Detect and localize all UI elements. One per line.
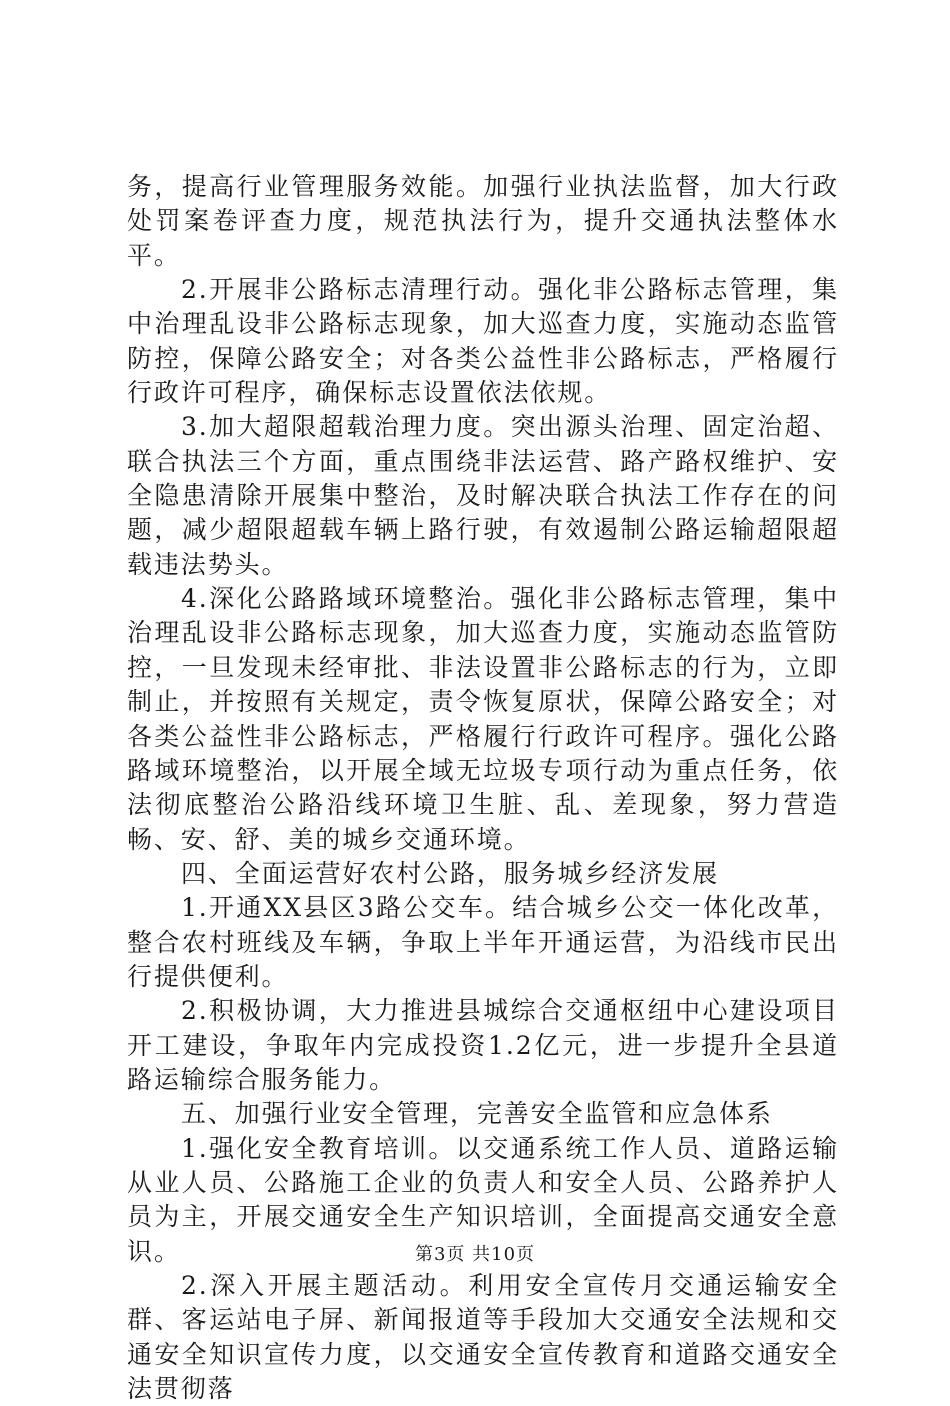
paragraph: 2.深入开展主题活动。利用安全宣传月交通运输安全群、客运站电子屏、新闻报道等手段加大交通安全法规和交通安全知识宣传力度，以交通安全宣传教育和道路交通安全法贯彻落 [127,1271,839,1404]
section-heading: 四、全面运营好农村公路，服务城乡经济发展 [181,858,720,888]
paragraph: 务，提高行业管理服务效能。加强行业执法监督，加大行政处罚案卷评查力度，规范执法行为，提升交通执法整体水平。 [127,172,839,270]
page-number-footer: 第3页 共10页 [414,1244,536,1265]
document-body [127,170,839,1406]
paragraph: 1.强化安全教育培训。以交通系统工作人员、道路运输从业人员、公路施工企业的负责人和安全人员、公路养护人员为主，开展交通安全生产知识培训，全面提高交通安全意识。 [127,1133,839,1266]
paragraph: 1.开通XX县区3路公交车。结合城乡公交一体化改革，整合农村班线及车辆，争取上半年开通运营，为沿线市民出行提供便利。 [127,893,839,991]
paragraph: 3.加大超限超载治理力度。突出源头治理、固定治超、联合执法三个方面，重点围绕非法运营、路产路权维护、安全隐患清除开展集中整治，及时解决联合执法工作存在的问题，减少超限超载车辆上路行驶，有效遏制公路运输超限超载违法势头。 [127,412,839,579]
paragraph: 2.开展非公路标志清理行动。强化非公路标志管理，集中治理乱设非公路标志现象，加大巡查力度，实施动态监管防控，保障公路安全；对各类公益性非公路标志，严格履行行政许可程序，确保标志设置依法依规。 [127,275,839,408]
paragraph: 2.积极协调，大力推进县城综合交通枢纽中心建设项目开工建设，争取年内完成投资1.2亿元，进一步提升全县道路运输综合服务能力。 [127,996,839,1094]
paragraph: 4.深化公路路域环境整治。强化非公路标志管理，集中治理乱设非公路标志现象，加大巡查力度，实施动态监管防控，一旦发现未经审批、非法设置非公路标志的行为，立即制止，并按照有关规定，责令恢复原状，保障公路安全；对各类公益性非公路标志，严格履行行政许可程序。强化公路路域环境整治，以开展全域无垃圾专项行动为重点任务，依法彻底整治公路沿线环境卫生脏、乱、差现象，努力营造畅、安、舒、美的城乡交通环境。 [127,584,839,854]
section-heading: 五、加强行业安全管理，完善安全监管和应急体系 [181,1099,773,1129]
